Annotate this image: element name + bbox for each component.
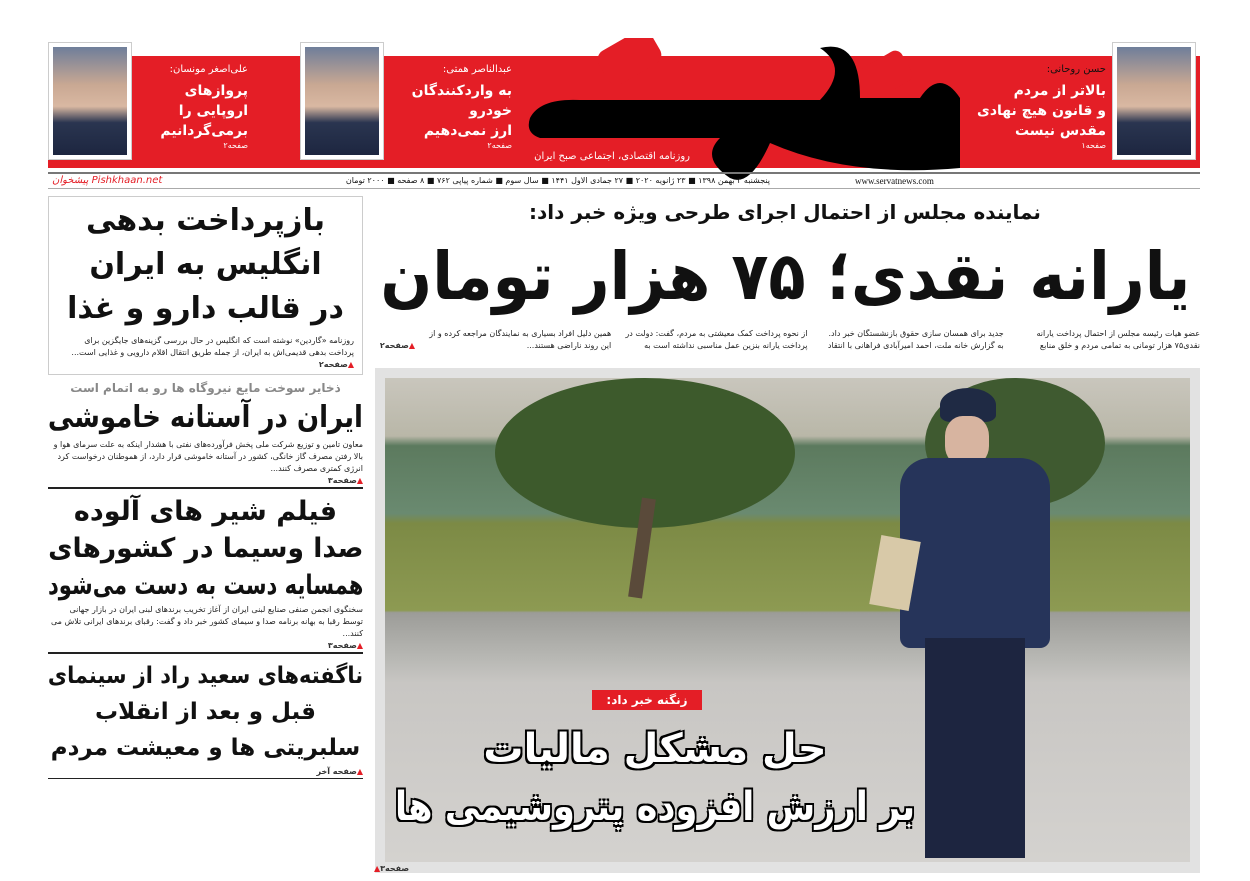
- divider: [48, 188, 1200, 189]
- teaser-line: و قانون هیچ نهادی: [976, 103, 1106, 119]
- dateline: [300, 175, 770, 187]
- lead-summary: [375, 328, 1200, 352]
- teaser-line: به واردکنندگان: [411, 83, 512, 99]
- headline-line: ناگفته‌های سعید راد از سینمای: [47, 663, 363, 689]
- story-headline[interactable]: [48, 493, 363, 604]
- page-ref-label: صفحه۳: [380, 864, 410, 873]
- summary-column: جدید برای همسان سازی حقوق بازنشستگان خبر داد. به گزارش خانه ملت، احمد امیرآبادی فراهانی با انتقاد: [827, 329, 1004, 350]
- story-body: سخنگوی انجمن صنفی صنایع لبنی ایران از آغاز تخریب برندهای لبنی ایران در بازار جهانی توسط رقبا به بهانه برنامه صدا و سیمای کشور خبر داد و گفت: رقبای برندهای ایرانی تلاش می کنند...: [50, 605, 363, 638]
- divider: [48, 172, 1200, 174]
- headline-line: همسایه دست به دست می‌شود: [47, 570, 363, 601]
- teaser-line: مقدس نیست: [1014, 123, 1106, 139]
- page-ref[interactable]: ▲صفحه آخر: [316, 767, 363, 776]
- teaser-page: صفحه۱: [1081, 141, 1106, 150]
- teaser-line: خودرو: [469, 103, 512, 119]
- teaser-hemmati[interactable]: [386, 64, 512, 150]
- headline-line: فیلم شیر های آلوده: [73, 496, 338, 527]
- left-column: [48, 196, 363, 779]
- headline-line: حل مشکل مالیات: [483, 726, 827, 772]
- headline-line: صدا وسیما در کشورهای: [47, 533, 363, 564]
- teaser-rouhani[interactable]: [960, 64, 1106, 150]
- teaser-line: ارز نمی‌دهیم: [423, 123, 512, 139]
- lead-headline[interactable]: [380, 232, 1190, 322]
- page-ref[interactable]: ▲صفحه۲: [318, 360, 354, 369]
- divider: [48, 487, 363, 489]
- teaser-speaker: علی‌اصغر مونسان:: [169, 64, 248, 75]
- lead-headline-text: یارانه نقدی؛ ۷۵ هزار تومان: [380, 238, 1190, 315]
- summary-column: همین دلیل افراد بسیاری به نمایندگان مراجعه کرده و از این روند ناراضی هستند...: [429, 329, 612, 350]
- man-coat: [900, 458, 1050, 648]
- website[interactable]: www.servatnews.com: [855, 176, 934, 186]
- summary-column: عضو هیات رئیسه مجلس از احتمال پرداخت یارانه نقدی۷۵ هزار تومانی به تمامی مردم و خلق منابع: [1036, 329, 1200, 350]
- hemmati-photo: [300, 42, 384, 160]
- teaser-line: پروازهای: [184, 83, 248, 99]
- page-ref[interactable]: ▲صفحه۳: [374, 864, 410, 873]
- story-body: معاون تامین و توزیع شرکت ملی پخش فرآورده‌های نفتی با هشدار اینکه به علت سرمای هوا و بالا رفتن مصرف گاز خانگی، کشور در آستانه خاموشی قرار دارد، از هموطنان درخواست کرد انرژی کمتری مصرف کنند...: [53, 440, 363, 473]
- teaser-line: بالاتر از مردم: [1013, 83, 1106, 99]
- teaser-speaker: حسن روحانی:: [1046, 64, 1106, 75]
- headline-line: انگلیس به ایران: [89, 247, 322, 282]
- watermark: پیشخوان Pishkhaan.net: [52, 175, 163, 186]
- servat-logo: [520, 38, 970, 188]
- man-legs: [925, 638, 1025, 858]
- teaser-page: صفحه۲: [223, 141, 248, 150]
- photo-kicker: زنگنه خبر داد:: [592, 690, 702, 710]
- page-ref[interactable]: ▲صفحه۳: [327, 641, 363, 650]
- divider: [48, 778, 363, 779]
- story-headline[interactable]: [48, 397, 363, 439]
- story-box[interactable]: [48, 196, 363, 375]
- divider: [48, 652, 363, 654]
- page-ref[interactable]: ▲صفحه۲: [379, 341, 415, 350]
- teaser-mounesan[interactable]: [134, 64, 248, 150]
- teaser-page: صفحه۲: [487, 141, 512, 150]
- teaser-line: اروپایی را: [178, 103, 248, 119]
- mounesan-photo: [48, 42, 132, 160]
- lead-kicker-text: نماینده مجلس از احتمال اجرای طرحی ویژه خبر داد:: [529, 200, 1041, 224]
- headline-line: در قالب دارو و غذا: [67, 291, 344, 326]
- story-headline[interactable]: [48, 658, 363, 766]
- page-ref-label: صفحه۲: [318, 360, 348, 369]
- headline-line: ایران در آستانه خاموشی: [47, 400, 363, 435]
- photo-headline[interactable]: [395, 720, 915, 836]
- page-ref-label: صفحه۲: [379, 341, 409, 350]
- headline-line: بر ارزش افزوده پتروشیمی ها: [394, 784, 915, 830]
- headline-line: قبل و بعد از انقلاب: [95, 699, 316, 725]
- teaser-speaker: عبدالناصر همتی:: [442, 64, 512, 75]
- summary-column: از نحوه پرداخت کمک معیشتی به مردم، گفت: دولت در پرداخت یارانه بنزین عمل مناسبی نداشته است به: [625, 329, 808, 350]
- story-kicker: [48, 379, 363, 397]
- lead-kicker: [380, 198, 1190, 226]
- story-kicker-text: ذخایر سوخت مایع نیروگاه ها رو به اتمام است: [70, 381, 341, 395]
- teaser-line: برمی‌گردانیم: [160, 123, 248, 139]
- page-ref-label: صفحه۳: [327, 476, 357, 485]
- dateline-text: پنجشنبه ۳ بهمن ۱۳۹۸ ■ ۲۳ ژانویه ۲۰۲۰ ■ ۲۷ جمادی الاول ۱۴۴۱ ■ سال سوم ■ شماره پیاپی ۷۶۲ ■ ۸ صفحه ■ ۲۰۰۰ تومان: [345, 176, 770, 185]
- page-ref-label: صفحه آخر: [316, 767, 357, 776]
- tagline: روزنامه اقتصادی، اجتماعی صبح ایران: [534, 151, 690, 162]
- page-ref[interactable]: ▲صفحه۳: [327, 476, 363, 485]
- headline-line: سلبریتی ها و معیشت مردم: [50, 735, 361, 761]
- page-ref-label: صفحه۳: [327, 641, 357, 650]
- rouhani-photo: [1112, 42, 1196, 160]
- story-body: روزنامه «گاردین» نوشته است که انگلیس در حال بررسی گزینه‌های جایگزین برای پرداخت بدهی قدیمی‌اش به ایران، از جمله طریق انتقال اقلام دارویی و غذایی است...: [71, 336, 354, 357]
- headline-line: بازپرداخت بدهی: [86, 203, 325, 238]
